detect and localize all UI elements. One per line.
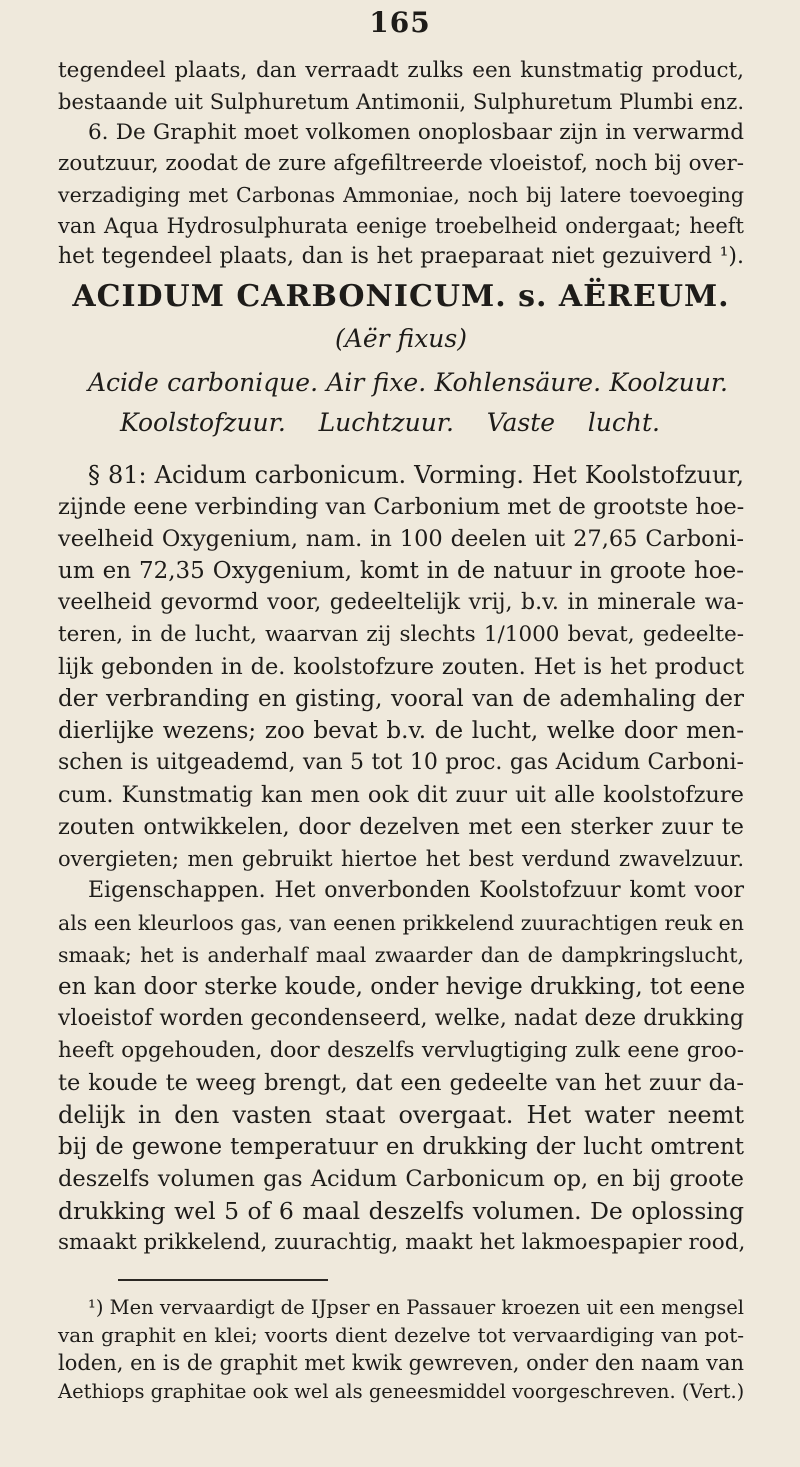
- text-line: § 81: Acidum carbonicum. Vorming. Het Koolstofzuur,: [88, 461, 744, 489]
- text-line: smaak; het is anderhalf maal zwaarder dan de dampkringslucht,: [58, 943, 744, 967]
- synonyms-line: Acide carbonique. Air fixe. Kohlensäure. Koolzuur.: [88, 368, 728, 397]
- text-line: smaakt prikkelend, zuurachtig, maakt het lakmoespapier rood,: [58, 1230, 746, 1255]
- footnote-line: loden, en is de graphit met kwik gewreven, onder den naam van: [58, 1351, 744, 1375]
- text-line: drukking wel 5 of 6 maal deszelfs volumen. De oplossing: [58, 1197, 744, 1225]
- footnote-divider: [118, 1279, 328, 1281]
- footnote-line: van graphit en klei; voorts dient dezelve tot vervaardiging van pot-: [58, 1323, 744, 1347]
- text-line: bestaande uit Sulphuretum Antimonii, Sulphuretum Plumbi enz.: [58, 90, 744, 114]
- text-line: vloeistof worden gecondenseerd, welke, nadat deze drukking: [58, 1006, 744, 1031]
- text-line: teren, in de lucht, waarvan zij slechts 1/1000 bevat, gedeelte-: [58, 622, 744, 647]
- text-line: 6. De Graphit moet volkomen onoplosbaar zijn in verwarmd: [88, 120, 744, 145]
- text-line: van Aqua Hydrosulphurata eenige troebelheid ondergaat; heeft: [58, 214, 744, 238]
- page-number: 165: [369, 6, 431, 39]
- text-line: zoutzuur, zoodat de zure afgefiltreerde vloeistof, noch bij over-: [58, 151, 744, 176]
- text-line: deszelfs volumen gas Acidum Carbonicum op, en bij groote: [58, 1166, 744, 1192]
- text-line: zijnde eene verbinding van Carbonium met de grootste hoe-: [58, 494, 745, 520]
- text-line: der verbranding en gisting, vooral van de ademhaling der: [58, 686, 744, 712]
- text-line: schen is uitgeademd, van 5 tot 10 proc. gas Acidum Carboni-: [58, 750, 744, 775]
- section-subheading: (Aër fixus): [335, 324, 467, 353]
- text-line: overgieten; men gebruikt hiertoe het best verdund zwavelzuur.: [58, 847, 744, 871]
- text-line: veelheid gevormd voor, gedeeltelijk vrij, b.v. in minerale wa-: [58, 590, 744, 615]
- text-line: dierlijke wezens; zoo bevat b.v. de lucht, welke door men-: [58, 718, 744, 744]
- footnote-line: ¹) Men vervaardigt de IJpser en Passauer kroezen uit een mengsel: [88, 1296, 744, 1319]
- synonyms-line: Koolstofzuur. Luchtzuur. Vaste lucht.: [120, 408, 660, 437]
- text-line: tegendeel plaats, dan verraadt zulks een kunstmatig product,: [58, 58, 744, 83]
- text-line: en kan door sterke koude, onder hevige drukking, tot eene: [58, 974, 746, 1000]
- footnote-line: Aethiops graphitae ook wel als geneesmiddel voorgeschreven. (Vert.): [58, 1380, 745, 1403]
- text-line: verzadiging met Carbonas Ammoniae, noch bij latere toevoeging: [58, 183, 744, 207]
- text-line: te koude te weeg brengt, dat een gedeelte van het zuur da-: [58, 1070, 744, 1096]
- text-line: als een kleurloos gas, van eenen prikkelend zuurachtigen reuk en: [58, 911, 744, 935]
- section-heading: ACIDUM CARBONICUM. s. AËREUM.: [72, 279, 730, 314]
- text-line: zouten ontwikkelen, door dezelven met een sterker zuur te: [58, 814, 744, 840]
- text-line: delijk in den vasten staat overgaat. Het water neemt: [58, 1101, 744, 1129]
- text-line: um en 72,35 Oxygenium, komt in de natuur in groote hoe-: [58, 558, 744, 584]
- text-line: Eigenschappen. Het onverbonden Koolstofzuur komt voor: [88, 878, 744, 903]
- text-line: cum. Kunstmatig kan men ook dit zuur uit alle koolstofzure: [58, 782, 744, 808]
- text-line: lijk gebonden in de. koolstofzure zouten. Het is het product: [58, 654, 744, 680]
- text-line: bij de gewone temperatuur en drukking der lucht omtrent: [58, 1134, 744, 1160]
- text-line: veelheid Oxygenium, nam. in 100 deelen uit 27,65 Carboni-: [58, 526, 744, 552]
- text-line: heeft opgehouden, door deszelfs vervlugtiging zulk eene groo-: [58, 1038, 744, 1063]
- text-line: het tegendeel plaats, dan is het praeparaat niet gezuiverd ¹).: [58, 244, 744, 269]
